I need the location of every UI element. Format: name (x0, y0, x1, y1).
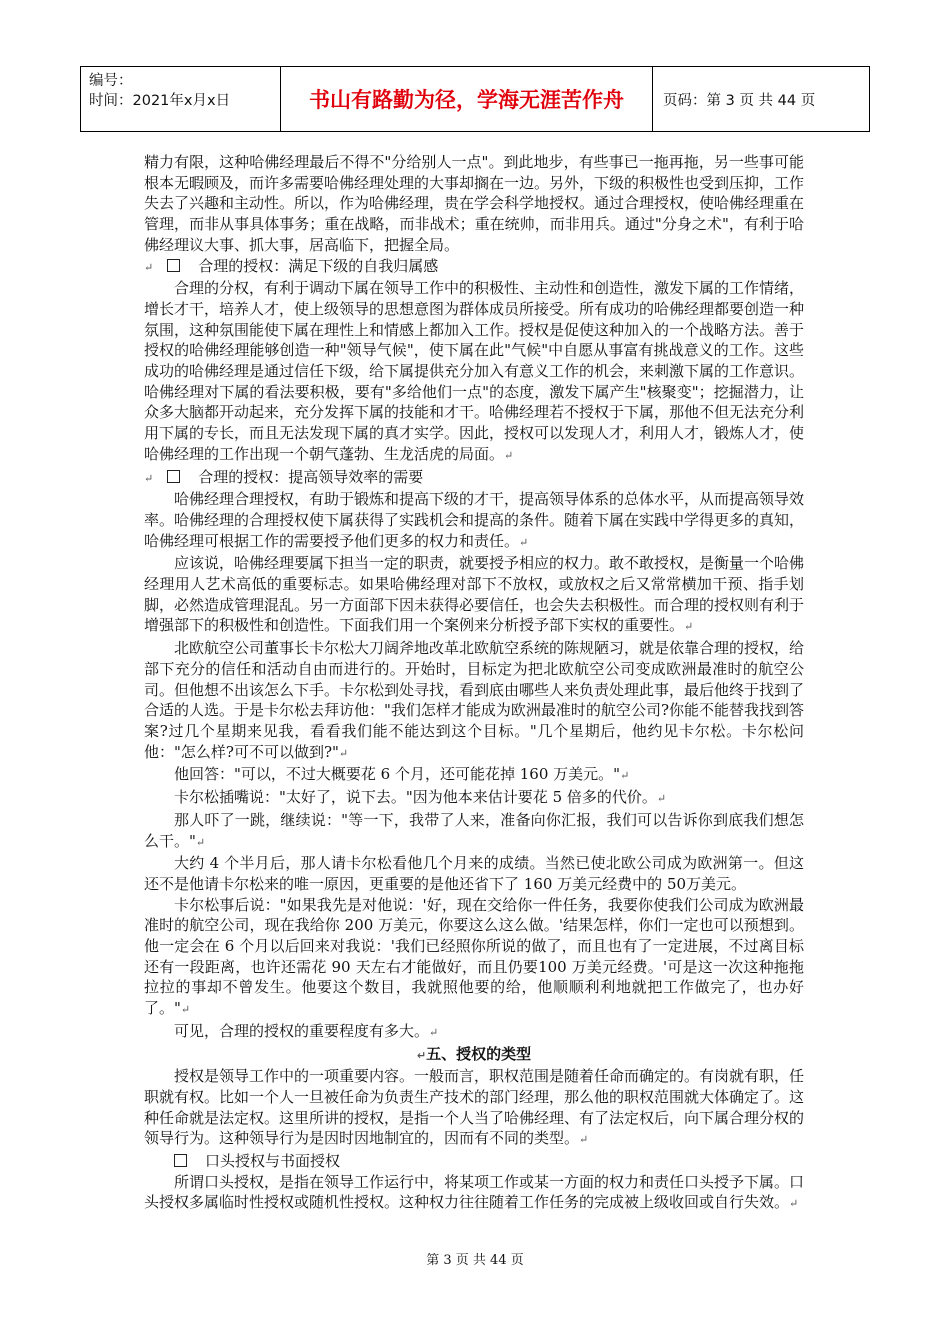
number-label: 编号： (89, 73, 133, 89)
paragraph: 卡尔松事后说："如果我先是对他说：'好，现在交给你一件任务，我要你使我们公司成为欧洲最准时的航空公司，现在我给你 200 万美元，你要这么这么做。'结果怎样，你们一定也可以预想到。他一定会在 6 个月以后回来对我说：'我们已经照你所说的做了，而且也有了一定进展，不过离目标还有一段距离，也许还需花 90 天左右才能做好，而且仍要100 万美元经费。'可是这一次这种拖拖拉拉的事却不曾发生。他要这个数目，我就照他要的给，他顺顺利利地就把工作做完了，也办好了。"↵ (144, 895, 804, 1018)
section-title: ↵五、授权的类型 (416, 1044, 532, 1063)
paragraph: 他回答："可以，不过大概要花 6 个月，还可能花掉 160 万美元。"↵ (174, 765, 630, 784)
paragraph: 那人吓了一跳，继续说："等一下，我带了人来，准备向你汇报，我们可以告诉你到底我们想怎么干。"↵ (144, 810, 804, 850)
subheading: 口头授权与书面授权 (144, 1151, 804, 1172)
paragraph: 精力有限，这种哈佛经理最后不得不"分给别人一点"。到此地步，有些事已一拖再拖，另一些事可能根本无暇顾及，而许多需要哈佛经理处理的大事却搁在一边。另外，下级的积极性也受到压抑，工作失去了兴趣和主动性。所以，作为哈佛经理，贵在学会科学地授权。通过合理授权，使哈佛经理重在管理，而非从事具体事务；重在战略，而非战术；重在统帅，而非用兵。通过"分身之术"，有利于哈佛经理议大事、抓大事，居高临下，把握全局。 (144, 153, 805, 254)
paragraph: 可见，合理的授权的重要程度有多大。↵ (174, 1021, 439, 1040)
paragraph: 授权是领导工作中的一项重要内容。一般而言，职权范围是随着任命而确定的。有岗就有职，任职就有权。比如一个人一旦被任命为负责生产技术的部门经理，那么他的职权范围就大体确定了。这种任命就是法定权。这里所讲的授权，是指一个人当了哈佛经理、有了法定权后，向下属合理分权的领导行为。这种领导行为是因时因地制宜的，因而有不同的类型。↵ (144, 1067, 805, 1148)
paragraph: 大约 4 个半月后，那人请卡尔松看他几个月来的成绩。当然已使北欧公司成为欧洲第一。但这还不是他请卡尔松来的唯一原因，更重要的是他还省下了 160 万美元经费中的 50万美元。 (144, 854, 804, 893)
checkbox-square-icon (174, 1154, 187, 1167)
header-page-info: 页码：第 3 页 共 44 页 (663, 92, 816, 109)
page-footer: 第 3 页 共 44 页 (426, 1253, 524, 1268)
checkbox-square-icon (167, 259, 180, 272)
paragraph: 卡尔松插嘴说："太好了，说下去。"因为他本来估计要花 5 倍多的代价。↵ (174, 788, 667, 807)
subheading: ↵ 合理的授权：提高领导效率的需要 (144, 467, 424, 486)
document-body (144, 152, 804, 1215)
paragraph: 北欧航空公司董事长卡尔松大刀阔斧地改革北欧航空系统的陈规陋习，就是依靠合理的授权，给部下充分的信任和活动自由而进行的。开始时，目标定为把北欧航空公司变成欧洲最准时的航空公司。但他想不出该怎么下手。卡尔松到处寻找，看到底由哪些人来负责处理此事，最后他终于找到了合适的人选。于是卡尔松去拜访他："我们怎样才能成为欧洲最准时的航空公司?你能不能替我找到答案?过几个星期来见我，看看我们能不能达到这个目标。"几个星期后，他约见卡尔松。卡尔松问他："怎么样?可不可以做到?"↵ (144, 639, 805, 761)
checkbox-square-icon (167, 470, 180, 483)
time-label: 时间：2021年x月x日 (89, 93, 231, 109)
document-header (80, 66, 870, 132)
paragraph: 所谓口头授权，是指在领导工作运行中，将某项工作或某一方面的权力和责任口头授予下属。口头授权多属临时性授权或随机性授权。这种权力往往随着工作任务的完成被上级收回或自行失效。↵ (144, 1172, 805, 1212)
paragraph: 哈佛经理合理授权，有助于锻炼和提高下级的才干，提高领导体系的总体水平，从而提高领导效率。哈佛经理的合理授权使下属获得了实践机会和提高的条件。随着下属在实践中学得更多的真知，哈佛经理可根据工作的需要授予他们更多的权力和责任。↵ (144, 490, 805, 550)
subheading: ↵ 合理的授权：满足下级的自我归属感 (144, 256, 439, 275)
header-motto: 书山有路勤为径，学海无涯苦作舟 (281, 67, 653, 131)
paragraph: 应该说，哈佛经理要属下担当一定的职责，就要授予相应的权力。敢不敢授权，是衡量一个哈佛经理用人艺术高低的重要标志。如果哈佛经理对部下不放权，或放权之后又常常横加干预、指手划脚，必然造成管理混乱。另一方面部下因未获得必要信任，也会失去积极性。而合理的授权则有利于增强部下的积极性和创造性。下面我们用一个案例来分析授予部下实权的重要性。↵ (144, 554, 805, 635)
paragraph: 合理的分权，有利于调动下属在领导工作中的积极性、主动性和创造性，激发下属的工作情绪，增长才干，培养人才，使上级领导的思想意图为群体成员所接受。所有成功的哈佛经理都要创造一种氛围，这种氛围能使下属在理性上和情感上都加入工作。授权是促使这种加入的一个战略方法。善于授权的哈佛经理能够创造一种"领导气候"，使下属在此"气候"中自愿从事富有挑战意义的工作。这些成功的哈佛经理是通过信任下级，给下属提供充分加入有意义工作的机会，来刺激下属的工作意识。哈佛经理对下属的看法要积极，要有"多给他们一点"的态度，激发下属产生"核聚变"；挖掘潜力，让众多大脑都开动起来，充分发挥下属的技能和才干。哈佛经理若不授权于下属，那他不但无法充分利用下属的专长，而且无法发现下属的真才实学。因此，授权可以发现人才，利用人才，锻炼人才，使哈佛经理的工作出现一个朝气蓬勃、生龙活虎的局面。↵ (144, 279, 805, 463)
header-meta (81, 67, 281, 131)
